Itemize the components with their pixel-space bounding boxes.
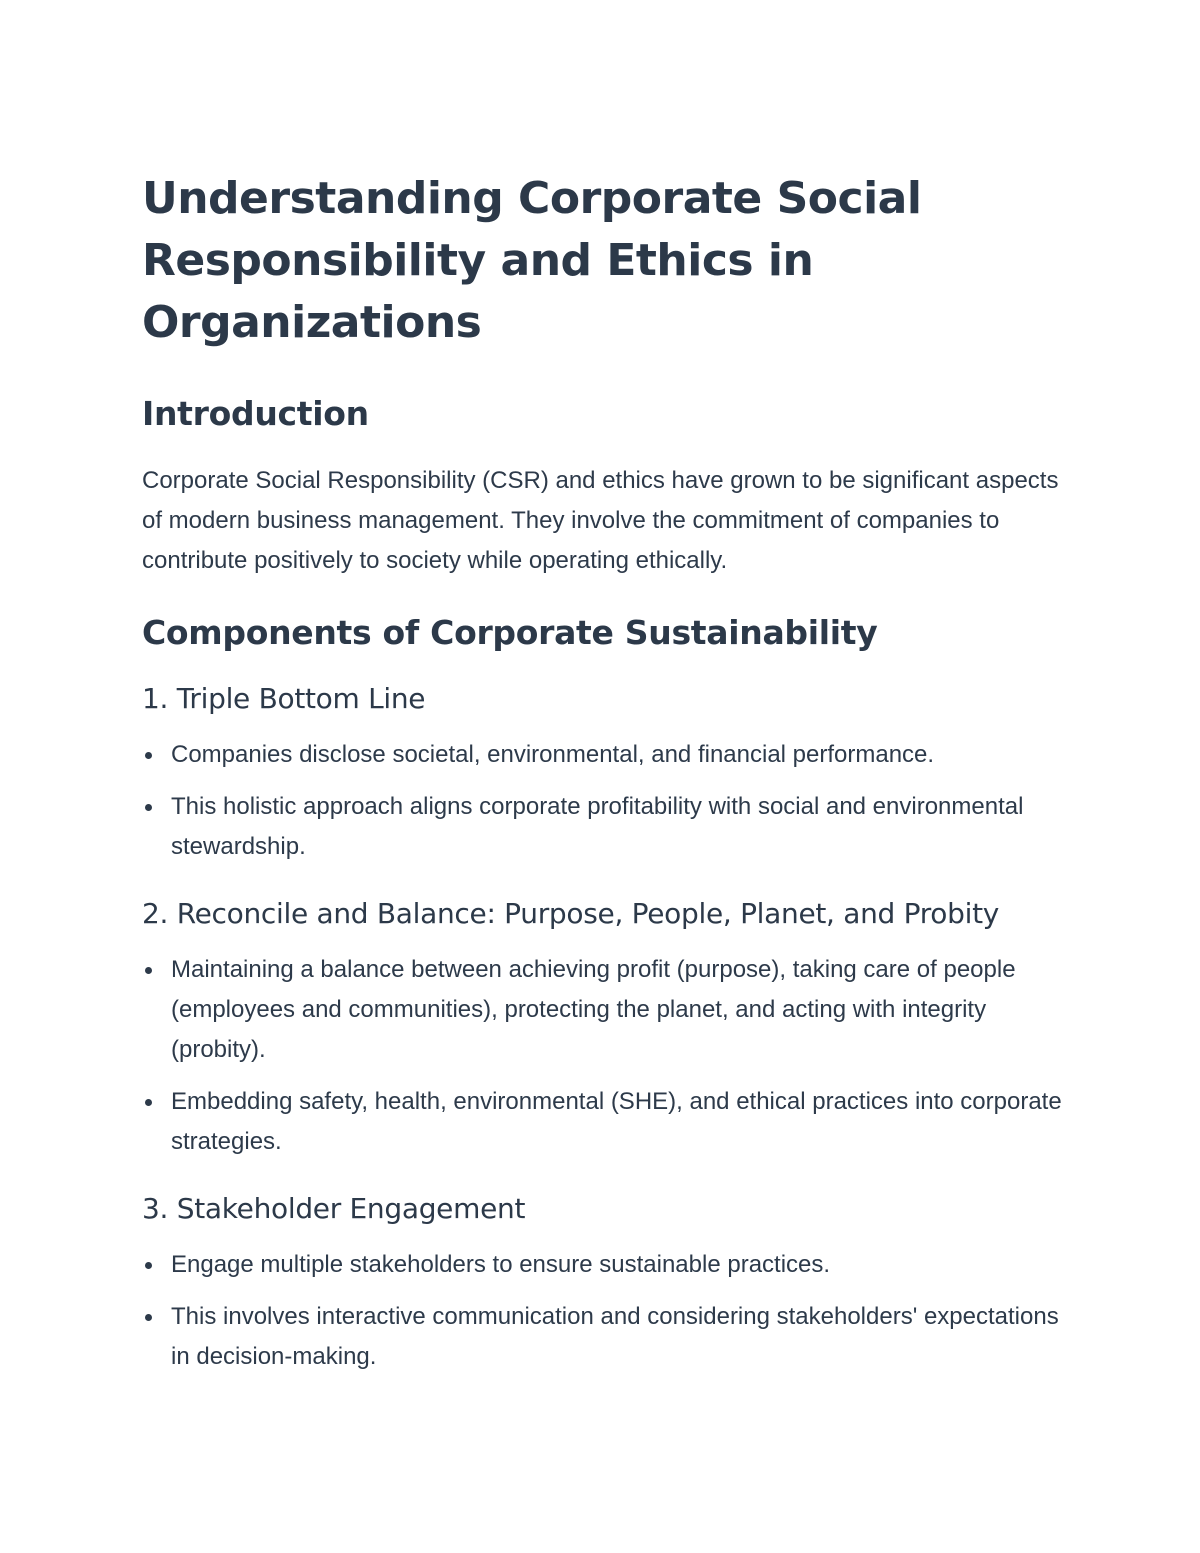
list-item: Companies disclose societal, environmental, and financial performance.	[142, 735, 1072, 775]
subsection-triple-bottom-line	[142, 682, 1072, 867]
bullet-list	[142, 1245, 1072, 1377]
introduction-heading: Introduction	[142, 394, 369, 433]
subsection-heading: 1. Triple Bottom Line	[142, 682, 426, 715]
subsection-stakeholder-engagement	[142, 1192, 1072, 1377]
components-heading: Components of Corporate Sustainability	[142, 613, 878, 652]
list-item: This involves interactive communication and considering stakeholders' expectations in decision-making.	[142, 1297, 1072, 1377]
bullet-list	[142, 735, 1072, 867]
subsection-reconcile-and-balance	[142, 897, 1072, 1162]
list-item: Engage multiple stakeholders to ensure sustainable practices.	[142, 1245, 1072, 1285]
subsection-heading: 3. Stakeholder Engagement	[142, 1192, 526, 1225]
bullet-list	[142, 950, 1072, 1162]
list-item: This holistic approach aligns corporate profitability with social and environmental stewardship.	[142, 787, 1072, 867]
document-page	[142, 168, 1072, 1377]
subsection-heading: 2. Reconcile and Balance: Purpose, People, Planet, and Probity	[142, 897, 1000, 930]
introduction-paragraph: Corporate Social Responsibility (CSR) and ethics have grown to be significant aspects of modern business management. They involve the commitment of companies to contribute positively to society while operating ethically.	[142, 467, 1059, 574]
list-item: Embedding safety, health, environmental (SHE), and ethical practices into corporate strategies.	[142, 1082, 1072, 1162]
document-title: Understanding Corporate Social Responsibility and Ethics in Organizations	[142, 173, 922, 348]
list-item: Maintaining a balance between achieving profit (purpose), taking care of people (employees and communities), protecting the planet, and acting with integrity (probity).	[142, 950, 1072, 1070]
